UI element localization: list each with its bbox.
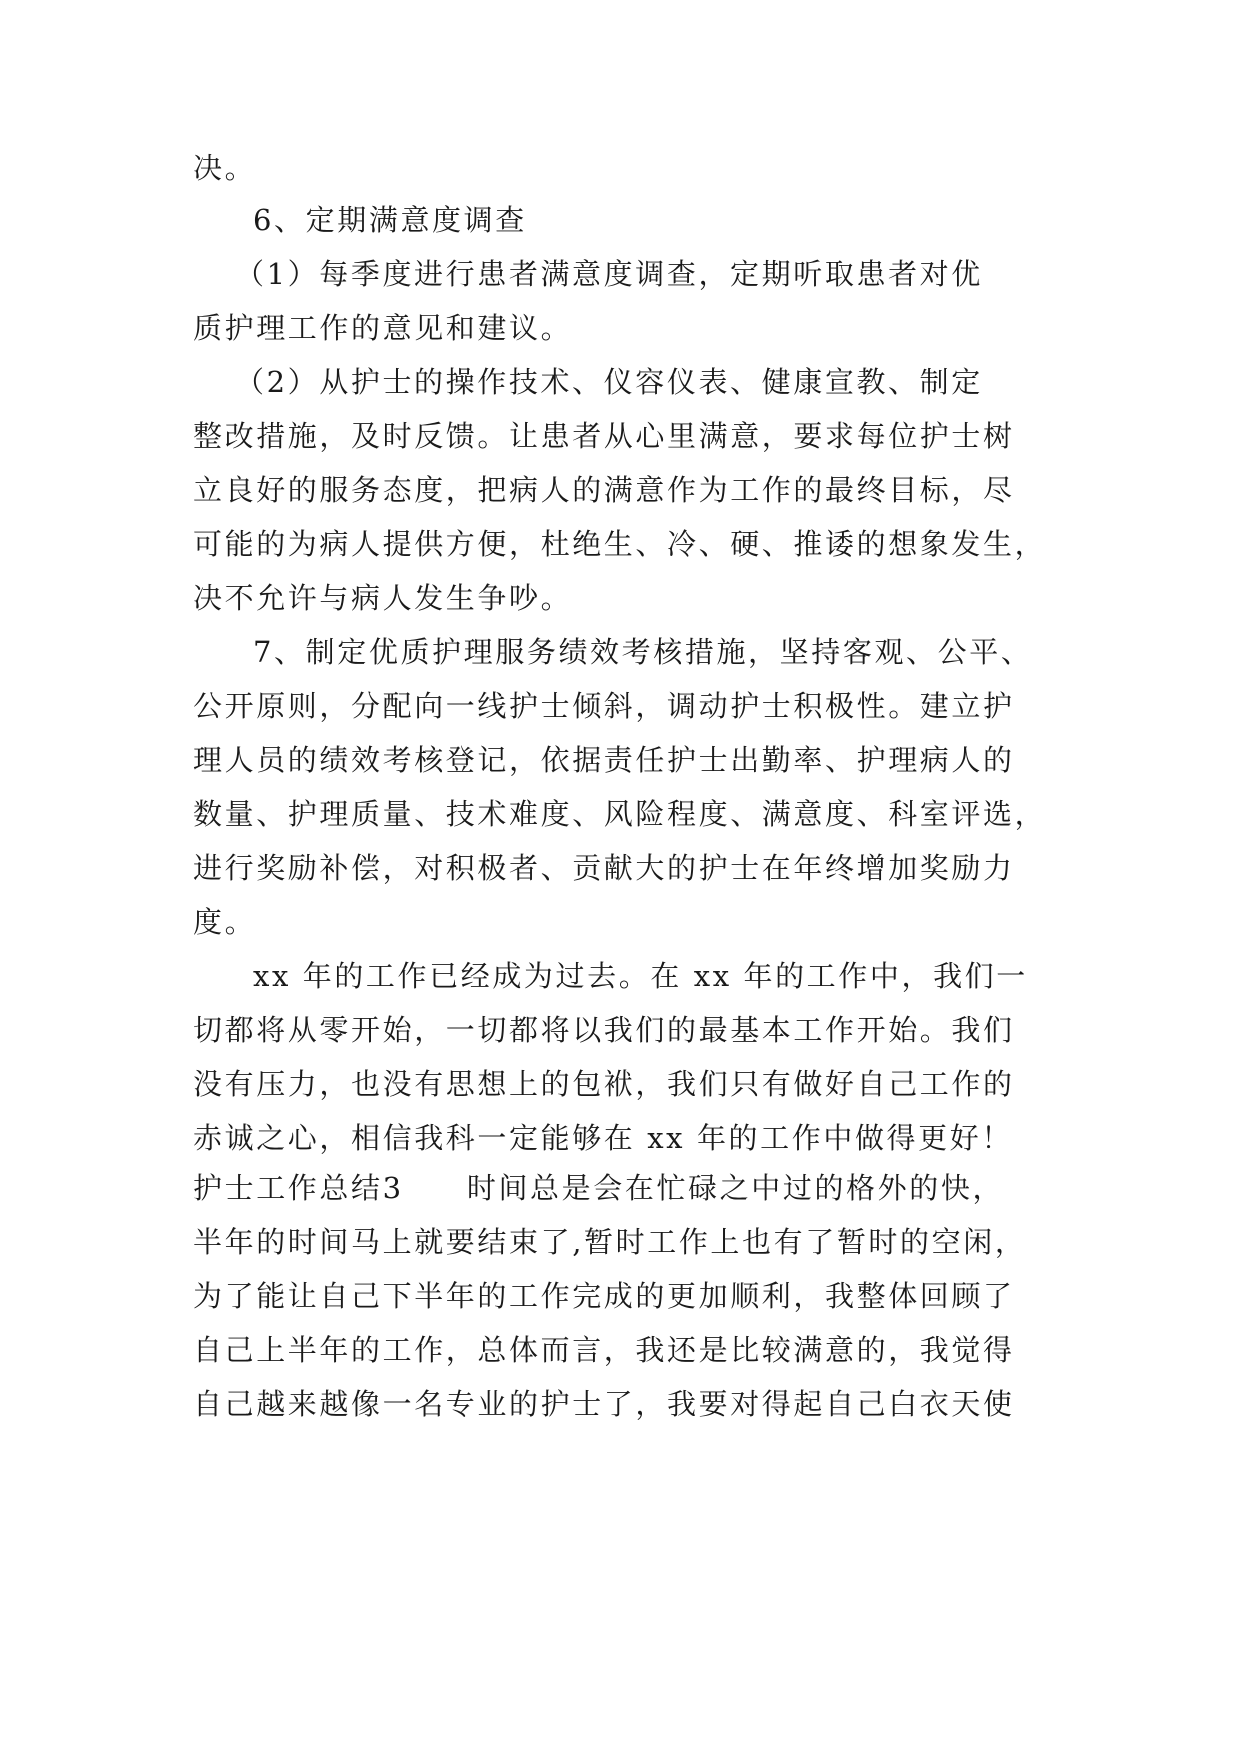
text-line: 决不允许与病人发生争吵。 [193, 581, 573, 615]
text-line: xx 年的工作已经成为过去。在 xx 年的工作中，我们一 [253, 959, 1028, 993]
text-line: 可能的为病人提供方便，杜绝生、冷、硬、推诿的想象发生， [193, 527, 1047, 561]
text-line: 质护理工作的意见和建议。 [193, 311, 573, 345]
text-line: 理人员的绩效考核登记，依据责任护士出勤率、护理病人的 [193, 743, 1015, 777]
text-line: 数量、护理质量、技术难度、风险程度、满意度、科室评选， [193, 797, 1047, 831]
text-line: 切都将从零开始，一切都将以我们的最基本工作开始。我们 [193, 1013, 1015, 1047]
text-line: 为了能让自己下半年的工作完成的更加顺利，我整体回顾了 [193, 1279, 1015, 1313]
section-title-line: 护士工作总结3 时间总是会在忙碌之中过的格外的快， [193, 1171, 1005, 1205]
text-line: 度。 [193, 905, 257, 939]
text-line: 整改措施，及时反馈。让患者从心里满意，要求每位护士树 [193, 419, 1015, 453]
text-line: 自己越来越像一名专业的护士了，我要对得起自己白衣天使 [193, 1387, 1015, 1421]
text-line: 决。 [193, 151, 257, 185]
text-line: （1）每季度进行患者满意度调查，定期听取患者对优 [235, 257, 983, 291]
text-line: 公开原则，分配向一线护士倾斜，调动护士积极性。建立护 [193, 689, 1015, 723]
text-line: 半年的时间马上就要结束了,暂时工作上也有了暂时的空闲， [193, 1225, 1027, 1259]
text-line: 7、制定优质护理服务绩效考核措施，坚持客观、公平、 [253, 635, 1033, 669]
text-line: 赤诚之心，相信我科一定能够在 xx 年的工作中做得更好！ [193, 1121, 1013, 1155]
text-line: 进行奖励补偿，对积极者、贡献大的护士在年终增加奖励力 [193, 851, 1015, 885]
text-line: 自己上半年的工作，总体而言，我还是比较满意的，我觉得 [193, 1333, 1015, 1367]
text-line: 没有压力，也没有思想上的包袱，我们只有做好自己工作的 [193, 1067, 1015, 1101]
text-line: （2）从护士的操作技术、仪容仪表、健康宣教、制定 [235, 365, 983, 399]
text-line: 立良好的服务态度，把病人的满意作为工作的最终目标，尽 [193, 473, 1015, 507]
section-heading: 6、定期满意度调查 [253, 203, 527, 237]
